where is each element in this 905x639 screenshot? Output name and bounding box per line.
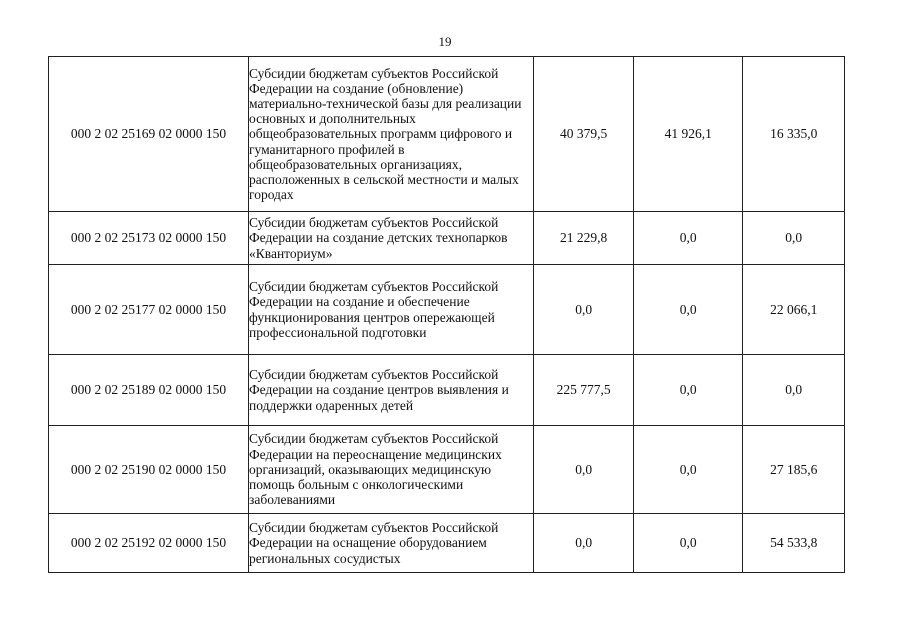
amount-year-2: 41 926,1 [633,57,743,212]
income-description: Субсидии бюджетам субъектов Российской Федерации на переоснащение медицинских организаций, оказывающих медицинскую помощь больным с онкологическими заболеваниями [249,426,534,514]
amount-year-3: 22 066,1 [743,265,845,355]
budget-code: 000 2 02 25169 02 0000 150 [49,57,249,212]
budget-code: 000 2 02 25177 02 0000 150 [49,265,249,355]
budget-table [48,56,845,573]
amount-year-2: 0,0 [633,514,743,573]
table-row [49,426,845,514]
income-description: Субсидии бюджетам субъектов Российской Федерации на создание детских технопарков «Кванториум» [249,212,534,265]
amount-year-1: 0,0 [534,514,634,573]
table-row [49,212,845,265]
amount-year-2: 0,0 [633,212,743,265]
table-row [49,265,845,355]
income-description: Субсидии бюджетам субъектов Российской Федерации на создание и обеспечение функционирования центров опережающей профессиональной подготовки [249,265,534,355]
amount-year-1: 21 229,8 [534,212,634,265]
amount-year-1: 0,0 [534,265,634,355]
budget-code: 000 2 02 25190 02 0000 150 [49,426,249,514]
budget-code: 000 2 02 25189 02 0000 150 [49,355,249,426]
table-row [49,57,845,212]
amount-year-1: 40 379,5 [534,57,634,212]
amount-year-2: 0,0 [633,265,743,355]
amount-year-2: 0,0 [633,426,743,514]
table-row [49,355,845,426]
amount-year-3: 0,0 [743,212,845,265]
income-description: Субсидии бюджетам субъектов Российской Федерации на создание (обновление) материально-технической базы для реализации основных и дополнительных общеобразовательных программ цифрового и гуманитарного профилей в общеобразовательных организациях, расположенных в сельской местности и малых городах [249,57,534,212]
table-row [49,514,845,573]
budget-code: 000 2 02 25192 02 0000 150 [49,514,249,573]
budget-code: 000 2 02 25173 02 0000 150 [49,212,249,265]
amount-year-3: 54 533,8 [743,514,845,573]
amount-year-3: 16 335,0 [743,57,845,212]
amount-year-2: 0,0 [633,355,743,426]
page-number: 19 [438,34,452,49]
amount-year-1: 0,0 [534,426,634,514]
amount-year-1: 225 777,5 [534,355,634,426]
income-description: Субсидии бюджетам субъектов Российской Федерации на создание центров выявления и поддержки одаренных детей [249,355,534,426]
amount-year-3: 0,0 [743,355,845,426]
income-description: Субсидии бюджетам субъектов Российской Федерации на оснащение оборудованием региональных сосудистых [249,514,534,573]
amount-year-3: 27 185,6 [743,426,845,514]
